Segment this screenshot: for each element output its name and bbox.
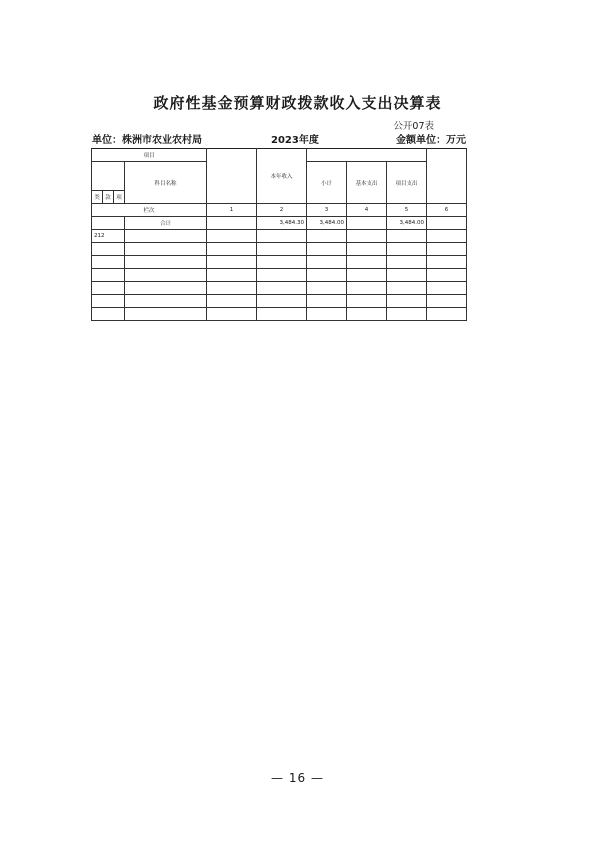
basic-expenditure-cell [347, 308, 387, 321]
page-title: 政府性基金预算财政拨款收入支出决算表 [153, 94, 442, 112]
project-expenditure-cell [387, 243, 427, 256]
table-row [92, 217, 467, 230]
column-number-4: 4 [347, 204, 387, 217]
current-income-cell [257, 295, 307, 308]
carryover-end-cell [427, 243, 467, 256]
column-number-3: 3 [307, 204, 347, 217]
subtotal-cell [307, 308, 347, 321]
subject-code-cell [92, 269, 125, 282]
current-income-cell [257, 269, 307, 282]
expenditure-group-header [307, 149, 427, 162]
subtotal-header: 小计 [307, 162, 347, 204]
currency-unit: 金额单位：万元 [396, 135, 466, 146]
carryover-end-cell [427, 217, 467, 230]
subject-name-header: 科目名称 [125, 162, 207, 204]
table-row [92, 256, 467, 269]
project-expenditure-cell [387, 256, 427, 269]
subject-name-cell [125, 282, 207, 295]
carryover-begin-header [207, 149, 257, 204]
basic-expenditure-cell [347, 217, 387, 230]
subtotal-cell [307, 243, 347, 256]
basic-expenditure-cell [347, 256, 387, 269]
item-header: 项 [114, 191, 125, 204]
subject-code-cell [92, 243, 125, 256]
column-number-1: 1 [207, 204, 257, 217]
column-number-6: 6 [427, 204, 467, 217]
basic-expenditure-cell [347, 295, 387, 308]
basic-expenditure-cell [347, 269, 387, 282]
project-expenditure-cell [387, 295, 427, 308]
current-income-cell [257, 230, 307, 243]
subject-code-cell [92, 217, 125, 230]
project-expenditure-cell [387, 308, 427, 321]
subtotal-cell: 3,484.00 [307, 217, 347, 230]
carryover-end-header [427, 149, 467, 204]
carryover-begin-cell [207, 295, 257, 308]
basic-expenditure-cell [347, 282, 387, 295]
carryover-end-cell [427, 308, 467, 321]
carryover-begin-cell [207, 282, 257, 295]
project-expenditure-header: 项目支出 [387, 162, 427, 204]
subject-code-cell [92, 295, 125, 308]
subject-name-cell [125, 230, 207, 243]
current-income-cell [257, 256, 307, 269]
table-row [92, 243, 467, 256]
subject-code-cell [92, 308, 125, 321]
subject-code-cell: 212 [92, 230, 125, 243]
subject-name-cell [125, 243, 207, 256]
carryover-end-cell [427, 230, 467, 243]
table-row [92, 295, 467, 308]
carryover-begin-cell [207, 256, 257, 269]
subject-name-cell: 合计 [125, 217, 207, 230]
project-expenditure-cell [387, 230, 427, 243]
column-label: 栏次 [92, 204, 207, 217]
class-header: 类 [92, 191, 103, 204]
basic-expenditure-cell [347, 230, 387, 243]
carryover-end-cell [427, 256, 467, 269]
table-body [92, 217, 467, 321]
form-number: 公开07表 [393, 121, 434, 132]
basic-expenditure-cell [347, 243, 387, 256]
column-number-5: 5 [387, 204, 427, 217]
carryover-end-cell [427, 282, 467, 295]
table-row [92, 308, 467, 321]
carryover-begin-cell [207, 308, 257, 321]
subject-code-cell [92, 282, 125, 295]
page-number: — 16 — [271, 771, 324, 785]
carryover-end-cell [427, 295, 467, 308]
table-row [92, 230, 467, 243]
project-expenditure-cell [387, 269, 427, 282]
basic-expenditure-header: 基本支出 [347, 162, 387, 204]
unit-label: 单位：株洲市农业农村局 [92, 135, 202, 146]
current-income-cell [257, 243, 307, 256]
classification-code-header [92, 162, 125, 191]
current-income-header: 本年收入 [257, 149, 307, 204]
subject-name-cell [125, 256, 207, 269]
table-row [92, 269, 467, 282]
carryover-begin-cell [207, 243, 257, 256]
subject-name-cell [125, 295, 207, 308]
project-expenditure-cell: 3,484.00 [387, 217, 427, 230]
subtotal-cell [307, 230, 347, 243]
current-income-cell: 3,484.30 [257, 217, 307, 230]
carryover-begin-cell [207, 230, 257, 243]
subtotal-cell [307, 269, 347, 282]
column-number-2: 2 [257, 204, 307, 217]
budget-table [91, 148, 467, 321]
carryover-begin-cell [207, 217, 257, 230]
subject-name-cell [125, 308, 207, 321]
subtotal-cell [307, 282, 347, 295]
current-income-cell [257, 282, 307, 295]
subject-code-cell [92, 256, 125, 269]
paragraph-header: 款 [103, 191, 114, 204]
project-group-header: 项目 [92, 149, 207, 162]
table-row [92, 282, 467, 295]
carryover-begin-cell [207, 269, 257, 282]
current-income-cell [257, 308, 307, 321]
project-expenditure-cell [387, 282, 427, 295]
subtotal-cell [307, 295, 347, 308]
subtotal-cell [307, 256, 347, 269]
fiscal-year: 2023年度 [271, 135, 319, 146]
subject-name-cell [125, 269, 207, 282]
carryover-end-cell [427, 269, 467, 282]
